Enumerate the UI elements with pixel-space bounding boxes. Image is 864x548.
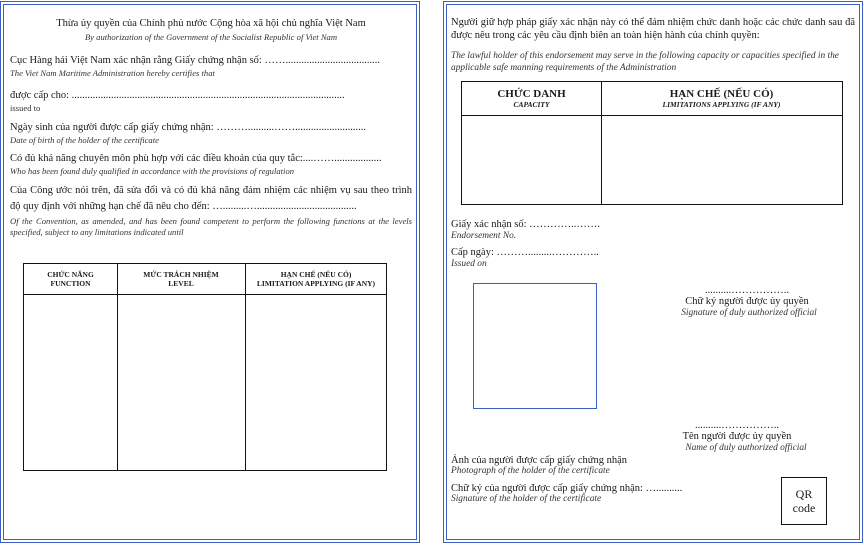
signature-label-en: Signature of duly authorized official <box>681 308 817 318</box>
photo-placeholder <box>473 283 597 409</box>
header-limitations-vi: HẠN CHẾ (NẾU CÓ) <box>669 88 774 100</box>
name-label-vi: Tên người được ủy quyền <box>682 431 792 442</box>
holder-statement-en: The lawful holder of this endorsement may serve in the following capacity or capacities specified in the applicable safe manning requirements of the Administration <box>451 51 839 73</box>
certificate-page-right <box>446 4 860 540</box>
issued-on-vi: Cấp ngày: ……….........………….. <box>451 247 599 258</box>
header-function-vi: CHỨC NĂNG <box>47 270 94 279</box>
header-level-vi: MỨC TRÁCH NHIỆM <box>143 270 219 279</box>
convention-en: Of the Convention, as amended, and has been found competent to perform the following functions at the levels specified, subject to any limitations indicated until <box>10 216 412 237</box>
header-level-en: LEVEL <box>168 279 194 288</box>
header-function-en: FUNCTION <box>50 279 91 288</box>
certify-line-en: The Viet Nam Maritime Administration hereby certifies that <box>10 68 215 78</box>
signature-line: ..........…………….. <box>705 285 789 296</box>
header-limitation-en: LIMITATION APPLYING (IF ANY) <box>256 279 376 288</box>
qr-label-line2: code <box>792 501 816 515</box>
qualified-vi: Có đủ khả năng chuyên môn phù hợp với các điều khoản của quy tắc:....…….................. <box>10 153 382 164</box>
dob-vi: Ngày sinh của người được cấp giấy chứng nhận: ………..........……........................... <box>10 122 366 133</box>
issued-to-en: issued to <box>10 103 41 113</box>
qr-code-placeholder <box>781 477 827 525</box>
issued-to-vi: được cấp cho: ........................................................................................................ <box>10 90 345 101</box>
authorization-en: By authorization of the Government of the Socialist Republic of Viet Nam <box>84 32 338 42</box>
holder-signature-en: Signature of the holder of the certificate <box>451 494 602 504</box>
table-header-capacity <box>462 82 601 115</box>
name-line: ..........…………….. <box>695 420 779 431</box>
header-limitations-en: LIMITATIONS APPLYING (IF ANY) <box>662 100 781 109</box>
qr-label-line1: QR <box>795 487 813 501</box>
endorsement-no-en: Endorsement No. <box>451 231 517 241</box>
table-header-level <box>117 264 245 294</box>
header-limitation-vi: HẠN CHẾ (NẾU CÓ) <box>280 270 352 279</box>
capacity-table <box>461 81 843 205</box>
holder-signature-vi: Chữ ký của người được cấp giấy chứng nhận: ….......... <box>451 483 683 494</box>
photo-label-en: Photograph of the holder of the certificate <box>451 466 610 476</box>
functions-table <box>23 263 387 471</box>
issued-on-en: Issued on <box>451 259 487 269</box>
certificate-page-left <box>3 4 417 540</box>
dob-en: Date of birth of the holder of the certificate <box>10 135 159 145</box>
convention-vi: Của Công ước nói trên, đã sửa đổi và có đủ khả năng đảm nhiệm các nhiệm vụ sau theo trình độ quy định với những hạn chế đã nêu cho đến: ….........…...................................... <box>10 185 412 212</box>
certify-line-vi: Cục Hàng hải Việt Nam xác nhận rằng Giấy chứng nhận số: …….................................... <box>10 55 380 66</box>
signature-label-vi: Chữ ký người được ủy quyền <box>685 296 809 307</box>
table-header-function <box>24 264 117 294</box>
header-capacity-vi: CHỨC DANH <box>497 88 566 100</box>
holder-statement-vi: Người giữ hợp pháp giấy xác nhận này có thể đảm nhiệm chức danh hoặc các chức danh sau đã được nêu trong các yêu cầu định biên an toàn hiện hành của chính quyền: <box>451 17 855 41</box>
photo-label-vi: Ảnh của người được cấp giấy chứng nhận <box>451 455 628 466</box>
qualified-en: Who has been found duly qualified in accordance with the provisions of regulation <box>10 166 295 176</box>
header-capacity-en: CAPACITY <box>513 100 550 109</box>
table-header-limitations <box>601 82 842 115</box>
authorization-vi: Thừa ủy quyền của Chính phủ nước Cộng hòa xã hội chủ nghĩa Việt Nam <box>56 18 366 29</box>
table-header-limitation <box>245 264 387 294</box>
endorsement-no-vi: Giấy xác nhận số: …………..……. <box>451 219 601 230</box>
name-label-en: Name of duly authorized official <box>685 443 807 453</box>
